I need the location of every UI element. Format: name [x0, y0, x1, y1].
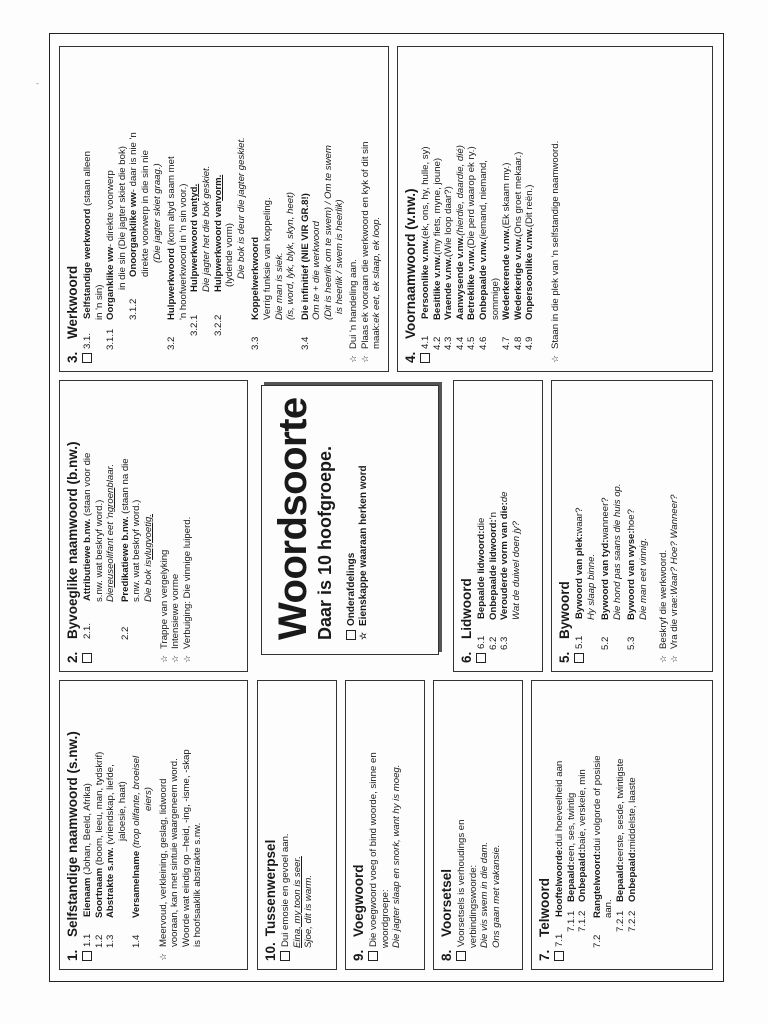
checkbox-icon — [280, 951, 290, 961]
panel-title: Voegwoord — [351, 864, 366, 937]
text-line: 5.3 Bywoord van wyse: hoe? — [626, 509, 638, 650]
text-line: 4.8 Wederkerige v.nw. (Ons groet mekaar.) — [512, 151, 524, 350]
text-line: (is, word, lyk, blyk, skyn, heet) — [285, 192, 297, 320]
text-line: Eina, my toon is seer. — [291, 856, 303, 948]
text-line: ☆ Beskryf die werkwoord. — [657, 549, 669, 663]
star-icon: ☆ — [669, 654, 680, 663]
text-line: Sjoe, dit is warm. — [303, 874, 315, 948]
text-line: 6.3 Verouderde vorm van die: de — [499, 491, 511, 650]
star-icon: ☆ — [348, 354, 359, 363]
text-line: 5.2 Bywoord van tyd: wanneer? — [600, 497, 612, 650]
text-line: Om te + die werkwoord — [311, 221, 323, 320]
panel-voegwoord — [345, 680, 425, 970]
panel-title: Voorsetsel — [439, 868, 454, 937]
panel-title: Telwoord — [537, 878, 552, 937]
text-line: (Dit is heerlik om te swem) / Om te swem — [322, 145, 334, 320]
panel-lidwoord — [453, 380, 543, 672]
text-line: ☆ Verbuiging: Die vinnige luiperd. — [181, 516, 193, 663]
text-line: Die vis swem in die dam. — [479, 841, 491, 948]
panel-title: Lidwoord — [459, 578, 474, 639]
panel-bywoord — [551, 380, 713, 672]
panel-title: Tussenwerpsel — [263, 839, 278, 937]
text-line: 7.2.1 Bepaald: eerste, sesde, twintigste — [614, 758, 626, 932]
panel-title: Selfstandige naamwoord (s.nw.) — [65, 731, 80, 937]
text-line: direkte voorwerp in die sin nie — [139, 150, 151, 277]
text-line: 4.5 Betreklike v.nw. (Die perd waarop ek ry.) — [466, 146, 478, 350]
panel-title: Bywoord — [557, 581, 572, 639]
text-line: 3.1. Selfstandige werkwoord (staan alleen — [82, 55, 94, 363]
list-item: jaloesie, haat) — [116, 781, 128, 841]
text-line: 7.1.1 Bepaald: een, ses, twintig — [565, 792, 577, 932]
list-item: 1.2 Soortnaam (boom, leeu, man, tydskrif) — [93, 751, 105, 948]
list-item: vooraan, kan met sintuie waargeneem word. — [169, 758, 181, 947]
text-line: 4.1 Persoonlike v.nw. (ek, ons, hy, hulle, sy) — [420, 55, 432, 363]
text-line: 6.2 Onbepaalde lidwoord: 'n — [487, 512, 499, 650]
text-line: 3.2 Hulpwerkwoord (kom altyd saam met — [166, 156, 178, 350]
text-line: 2.2 Predikatiewe b.nw. (staan na die — [119, 458, 131, 640]
text-line: ☆ Plaas ek vooraan die werkwoord en kyk of dit sin — [359, 141, 371, 363]
checkbox-icon — [82, 653, 92, 663]
text-line: 3.1.2 Onoorganklike ww - daar is nie 'n — [128, 132, 140, 320]
text-line: is heerlik / swem is heerlik) — [334, 199, 346, 314]
checkbox-icon — [346, 630, 356, 640]
panel-tussenwerpsel — [257, 680, 337, 970]
text-line: 4.9 Onpersoonlike v.nw. (Dit reën.) — [524, 184, 536, 350]
text-line: Dui emosie en gevoel aan. — [280, 689, 292, 961]
checkbox-icon — [574, 653, 584, 663]
panel-heading: 10. Tussenwerpsel — [263, 839, 278, 961]
text-line: s.nw. wat beskryf word.) — [93, 499, 105, 602]
list-item: eiers) — [142, 787, 154, 811]
text-line: Die man eet vinnig. — [637, 537, 649, 620]
panel-heading: 1. Selfstandige naamwoord (s.nw.) — [65, 731, 80, 961]
star-icon: ☆ — [357, 631, 368, 640]
text-line: 4.7 Wederkerende v.nw. (Ek skaam my.) — [501, 162, 513, 350]
text-line: 3.4 Die infinitief (NIE VIR GR.8!) — [299, 193, 311, 350]
panel-heading: 4. Voornaamwoord (v.nw.) — [403, 188, 418, 363]
text-line: ☆ Intensiewe vorme — [170, 573, 182, 663]
text-line: 3.1.1 Oorganklike ww - direkte voorwerp — [105, 170, 117, 350]
text-line: Die hond pas saans die huis op. — [611, 483, 623, 620]
rotated-content — [53, 36, 722, 975]
text-line: ☆ Eienskappe waaraan herken word — [357, 465, 369, 640]
text-line: Die jagter slaap en snork, want hy is moeg. — [391, 764, 403, 948]
text-line: Die bok is deur die jagter geskiet. — [235, 137, 247, 279]
text-line: in 'n sin) — [93, 284, 105, 320]
text-line: Onderafdelings — [346, 400, 358, 640]
text-line: ☆ Dui 'n handeling aan. — [348, 259, 360, 363]
panel-voornaamwoord — [397, 46, 713, 372]
title-box — [261, 385, 439, 655]
checkbox-icon — [82, 353, 92, 363]
text-line: 2.1. Attributiewe b.nw. (staan voor die — [82, 389, 94, 663]
panel-byvoeglike-naamwoord — [59, 380, 248, 672]
panel-voorsetsel — [433, 680, 523, 970]
text-line: Voorsetsels is verhoudings en — [456, 689, 468, 961]
panel-heading: 2. Byvoeglike naamwoord (b.nw.) — [65, 441, 80, 663]
star-icon: ☆ — [170, 654, 181, 663]
text-line: in die sin (Die jagter skiet die bok) — [116, 146, 128, 290]
text-line: Die man is siek. — [273, 252, 285, 320]
text-line: 4.6 Onbepaalde v.nw. (iemand, niemand, — [477, 160, 489, 350]
text-line: maak: ek eet, ek slaap, ek loop. — [371, 216, 383, 349]
panel-heading: 8. Voorsetsel — [439, 868, 454, 961]
checkbox-icon — [456, 951, 466, 961]
panel-telwoord — [531, 680, 713, 970]
star-icon: ☆ — [657, 654, 668, 663]
text-line: 3.2.2 Hulpwerkwoord van vorm. — [212, 174, 224, 336]
text-line: Die reuse olifant eet 'n groen blaar. — [105, 463, 117, 602]
checkbox-icon — [368, 951, 378, 961]
text-line: ☆ Vra die vrae: Waar? Hoe? Wanneer? — [669, 494, 681, 663]
text-line: s.nw. wat beskryf word.) — [131, 499, 143, 602]
star-icon: ☆ — [181, 654, 192, 663]
list-item: 1.3 Abstrakte s.nw. (vriendskap, liefde, — [105, 764, 117, 948]
panel-title: Byvoeglike naamwoord (b.nw.) — [65, 441, 80, 639]
text-line: Die bok is vlugvoetig. — [142, 514, 154, 602]
page-subtitle: Daar is 10 hoofgroepe. — [315, 445, 335, 640]
list-item: Woorde wat eindig op –heid, -ing, -isme, -skap — [180, 749, 192, 947]
text-line: 7.2.2 Onbepaald: middelste, laaste — [626, 777, 638, 932]
text-line: 4.4 Aanwysende v.nw. (hierdie, daardie, dié) — [454, 145, 466, 350]
panel-heading: 3. Werkwoord — [65, 265, 80, 363]
panel-selfstandige-naamwoord — [59, 680, 248, 970]
text-line: 5.1 Bywoord van plek: waar? — [574, 389, 586, 663]
list-item: is hoofsaaklik abstrakte s.nw. — [192, 822, 204, 947]
panel-heading: 6. Lidwoord — [459, 578, 474, 663]
page-title: Woordsoorte — [271, 397, 315, 640]
text-line: (lydende vorm) — [224, 223, 236, 287]
checkbox-icon — [554, 951, 564, 961]
text-line: Die voegwoord voeg of bind woorde, sinne en — [368, 689, 380, 961]
text-line: Die jagter het die bok geskiet. — [200, 165, 212, 292]
text-line: Verrig funksie van koppeling. — [261, 197, 273, 320]
text-line: woordgroepe: — [379, 889, 391, 948]
text-line: verbindingswoorde: — [467, 864, 479, 948]
panel-werkwoord — [59, 46, 389, 372]
corner-mark: - — [36, 79, 39, 88]
panel-title: Werkwoord — [65, 265, 80, 339]
panel-heading: 9. Voegwoord — [351, 864, 366, 961]
checkbox-icon — [82, 951, 92, 961]
list-item: ☆ Meervoud, verkleining, geslag, lidwoord — [157, 778, 169, 961]
text-line: 4.3 Vraende v.nw. (Wie loop daar?) — [443, 186, 455, 350]
checkbox-icon — [420, 353, 430, 363]
text-line: aan. — [603, 899, 615, 918]
text-line: Hy slaap binne. — [585, 553, 597, 620]
text-line: ☆ Staan in die plek van 'n selfstandige naamwoord. — [549, 140, 561, 363]
text-line: Wat de duiwel doen jy? — [510, 520, 522, 620]
text-line: 'n hoofwerkwoord in 'n sin voor.) — [177, 183, 189, 320]
panel-heading: 7. Telwoord — [537, 878, 552, 961]
text-line: 7.1 Hooftelwoorde: dui hoeveelheid aan — [554, 689, 566, 961]
text-line: sommige) — [489, 277, 501, 320]
star-icon: ☆ — [157, 952, 168, 961]
text-line: Ons gaan met vakansie. — [490, 844, 502, 948]
text-line: 7.1.2 Onbepaald: baie, verskeie, min — [577, 769, 589, 932]
panel-title: Voornaamwoord (v.nw.) — [403, 188, 418, 339]
star-icon: ☆ — [359, 354, 370, 363]
star-icon: ☆ — [158, 654, 169, 663]
text-line: (Die jagter skiet graag.) — [151, 163, 163, 263]
text-line: 3.3 Koppelwerkwoord — [250, 236, 262, 350]
text-line: 3.2.1 Hulpwerkwoord van tyd. — [189, 183, 201, 336]
text-line: ☆ Trappe van vergelyking — [158, 549, 170, 663]
star-icon: ☆ — [549, 354, 560, 363]
text-line: 7.2 Rangtelwoord: dui volgorde of posisie — [591, 755, 603, 948]
checkbox-icon — [476, 653, 486, 663]
text-line: 4.2 Besitlike v.nw. (my fiets, myne, joune) — [431, 157, 443, 350]
list-item: 1.4 Versamelname (trop olifante, broeisel — [131, 755, 143, 948]
list-item: 1.1 Eienaam (Johan, Beeld, Afrika) — [82, 689, 94, 961]
text-line: 6.1 Bepaalde lidwoord: die — [476, 389, 488, 663]
panel-heading: 5. Bywoord — [557, 581, 572, 663]
